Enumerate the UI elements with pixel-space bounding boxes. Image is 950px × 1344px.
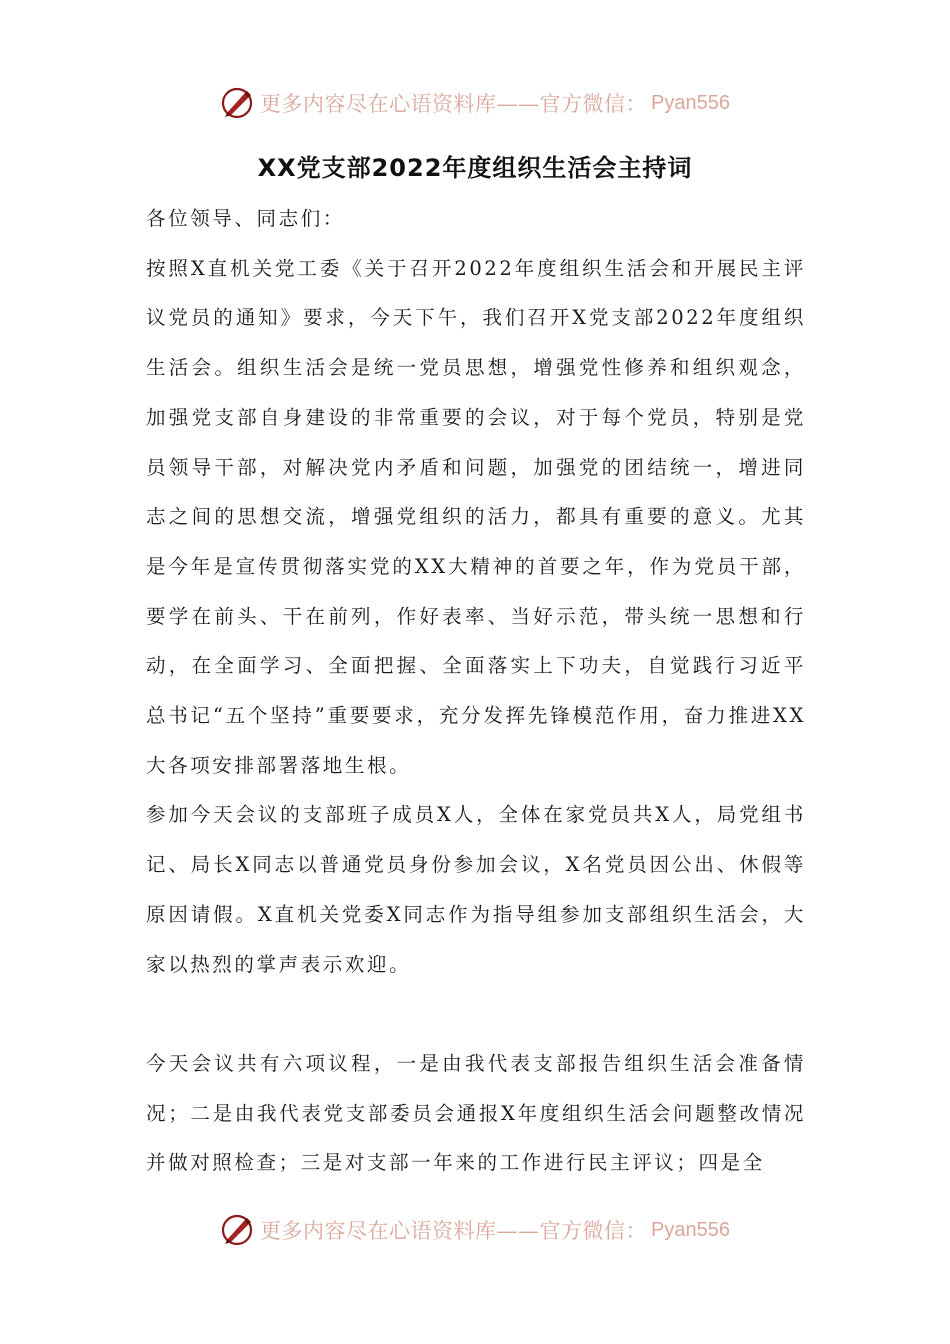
body-paragraph-1: 按照X直机关党工委《关于召开2022年度组织生活会和开展民主评议党员的通知》要求，今天下午，我们召开X党支部2022年度组织生活会。组织生活会是统一党员思想，增强党性修养和组织观念，加强党支部自身建设的非常重要的会议，对于每个党员，特别是党员领导干部，对解决党内矛盾和问题，加强党的团结统一，增进同志之间的思想交流，增强党组织的活力，都具有重要的意义。尤其是今年是宣传贯彻落实党的XX大精神的首要之年，作为党员干部，要学在前头、干在前列，作好表率、当好示范，带头统一思想和行动，在全面学习、全面把握、全面落实上下功夫，自觉践行习近平总书记“五个坚持”重要要求，充分发挥先锋模范作用，奋力推进XX大各项安排部署落地生根。 <box>146 256 806 777</box>
greeting-paragraph: 各位领导、同志们： <box>146 207 345 230</box>
body-paragraph-3: 今天会议共有六项议程，一是由我代表支部报告组织生活会准备情况；二是由我代表党支部委员会通报X年度组织生活会问题整改情况并做对照检查；三是对支部一年来的工作进行民主评议；四是全 <box>146 1051 806 1175</box>
watermark-wechat-id: Pyan556 <box>651 1218 730 1241</box>
watermark-wechat-id: Pyan556 <box>651 91 730 114</box>
paragraph-spacer <box>146 989 806 1039</box>
pen-circle-logo-icon <box>220 1213 254 1247</box>
header-watermark-banner <box>0 78 950 128</box>
watermark-text: 更多内容尽在心语资料库——官方微信： <box>260 1219 648 1243</box>
pen-circle-logo-icon <box>220 86 254 120</box>
footer-watermark-banner <box>0 1205 950 1255</box>
body-paragraph-2: 参加今天会议的支部班子成员X人，全体在家党员共X人，局党组书记、局长X同志以普通党员身份参加会议，X名党员因公出、休假等原因请假。X直机关党委X同志作为指导组参加支部组织生活会，大家以热烈的掌声表示欢迎。 <box>146 803 806 976</box>
document-body <box>146 194 806 1188</box>
watermark-text: 更多内容尽在心语资料库——官方微信： <box>260 92 648 116</box>
document-title: XX党支部2022年度组织生活会主持词 <box>257 154 693 182</box>
